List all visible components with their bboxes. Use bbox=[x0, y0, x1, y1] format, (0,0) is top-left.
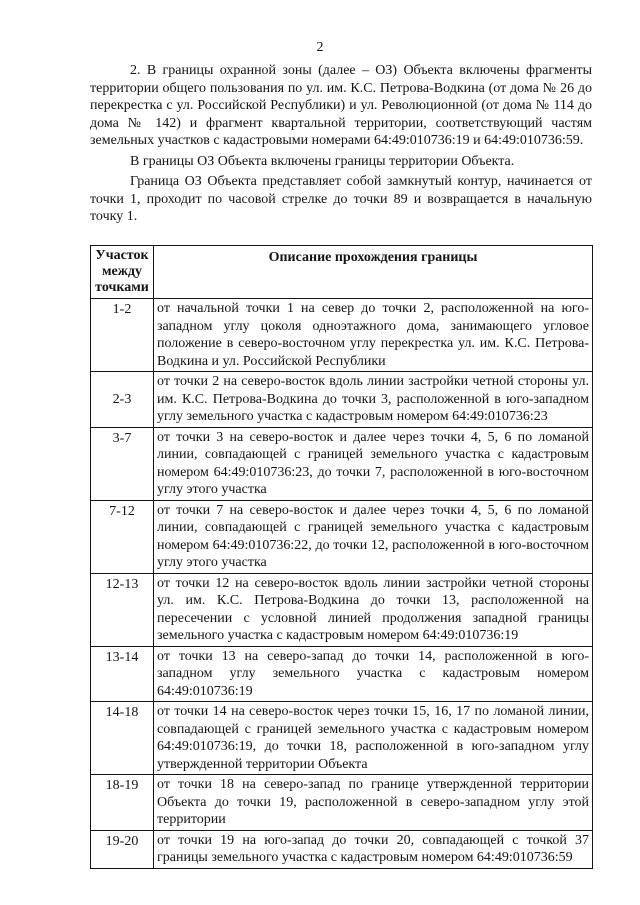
paragraph-contour: Граница ОЗ Объекта представляет собой замкнутый контур, начинается от точки 1, проходит по часовой стрелке до точки 89 и возвращается в начальную точку 1. bbox=[90, 174, 592, 224]
table-row bbox=[91, 500, 593, 573]
intro-text bbox=[90, 62, 592, 229]
page-number: 2 bbox=[316, 40, 324, 55]
row-description: от точки 3 на северо-восток и далее через точки 4, 5, 6 по ломаной линии, совпадающей с границей земельного участка с кадастровым номером 64:49:010736:23, до точки 7, расположенной в юго-восточном углу этого участка bbox=[154, 427, 593, 500]
row-description: от точки 2 на северо-восток вдоль линии застройки четной стороны ул. им. К.С. Петрова-Водкина до точки 3, расположенной в юго-западном углу земельного участка с кадастровым номером 64:49:010736:23 bbox=[154, 372, 593, 428]
row-segment: 1-2 bbox=[91, 299, 154, 372]
row-description: от начальной точки 1 на север до точки 2, расположенной на юго-западном углу цоколя одноэтажного дома, занимающего угловое положение в северо-восточном углу перекрестка ул. им. К.С. Петрова-Водкина и ул. Российской Республики bbox=[154, 299, 593, 372]
row-segment: 12-13 bbox=[91, 573, 154, 646]
row-description: от точки 14 на северо-восток через точки 15, 16, 17 по ломаной линии, совпадающей с границей земельного участка с кадастровым номером 64:49:010736:19, до точки 18, расположенной в юго-западном углу утвержденной территории Объекта bbox=[154, 702, 593, 775]
table-row bbox=[91, 646, 593, 702]
row-segment: 19-20 bbox=[91, 830, 154, 868]
row-description: от точки 12 на северо-восток вдоль линии застройки четной стороны ул. им. К.С. Петрова-Водкина до точки 13, расположенной на пересечении с условной линией продолжения западной границы земельного участка с кадастровым номером 64:49:010736:19 bbox=[154, 573, 593, 646]
table-header-row bbox=[91, 246, 593, 299]
paragraph-security-zone: 2. В границы охранной зоны (далее – ОЗ) Объекта включены фрагменты территории общего пользования по ул. им. К.С. Петрова-Водкина (от дома № 26 до перекрестка с ул. Российской Республики) и ул. Революционной (от дома № 114 до дома № 142) и фрагмент квартальной территории, соответствующий частям земельных участков с кадастровыми номерами 64:49:010736:19 и 64:49:010736:59. bbox=[90, 63, 592, 148]
row-segment: 7-12 bbox=[91, 500, 154, 573]
table-row bbox=[91, 775, 593, 831]
row-segment: 14-18 bbox=[91, 702, 154, 775]
row-segment: 13-14 bbox=[91, 646, 154, 702]
header-description: Описание прохождения границы bbox=[154, 246, 593, 299]
row-segment: 2-3 bbox=[91, 372, 154, 428]
row-segment: 18-19 bbox=[91, 775, 154, 831]
table-row bbox=[91, 830, 593, 868]
header-segment: Участок между точками bbox=[91, 246, 154, 299]
table-row bbox=[91, 427, 593, 500]
row-description: от точки 7 на северо-восток и далее через точки 4, 5, 6 по ломаной линии, совпадающей с границей земельного участка с кадастровым номером 64:49:010736:22, до точки 12, расположенной в юго-восточном углу этого участка bbox=[154, 500, 593, 573]
row-description: от точки 18 на северо-запад по границе утвержденной территории Объекта до точки 19, расположенной в северо-западном углу этой территории bbox=[154, 775, 593, 831]
row-segment: 3-7 bbox=[91, 427, 154, 500]
boundary-table bbox=[90, 245, 593, 869]
row-description: от точки 19 на юго-запад до точки 20, совпадающей с точкой 37 границы земельного участка с кадастровым номером 64:49:010736:59 bbox=[154, 830, 593, 868]
table-row bbox=[91, 573, 593, 646]
row-description: от точки 13 на северо-запад до точки 14, расположенной в юго-западном углу земельного участка с кадастровым номером 64:49:010736:19 bbox=[154, 646, 593, 702]
table-row bbox=[91, 372, 593, 428]
paragraph-territory: В границы ОЗ Объекта включены границы территории Объекта. bbox=[130, 153, 515, 169]
table-row bbox=[91, 299, 593, 372]
table-row bbox=[91, 702, 593, 775]
